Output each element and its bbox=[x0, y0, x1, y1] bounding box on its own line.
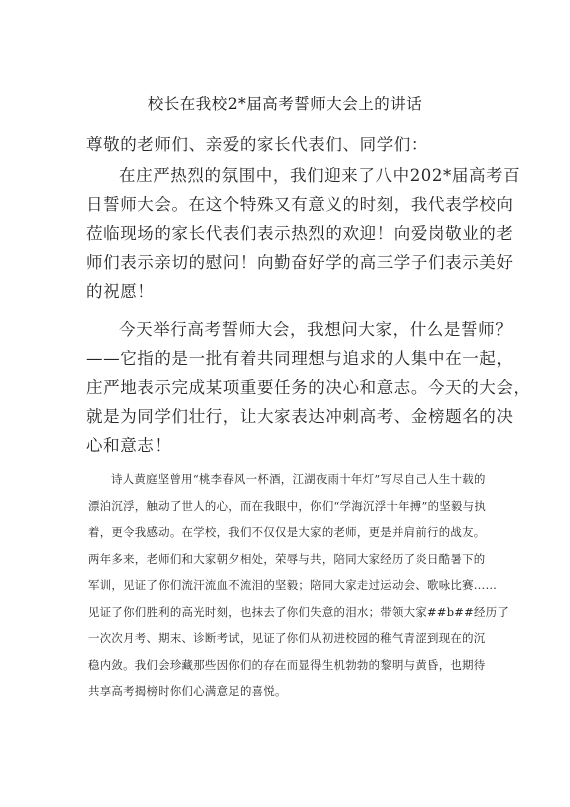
paragraph-line: 莅临现场的家长代表们表示热烈的欢迎！向爱岗敬业的老 bbox=[86, 224, 514, 243]
paragraph-line: 见证了你们胜利的高光时刻，也抹去了你们失意的泪水；带领大家##b##经历了 bbox=[88, 604, 510, 619]
document-title: 校长在我校2*届高考誓师大会上的讲话 bbox=[147, 95, 423, 113]
paragraph-line: 两年多来，老师们和大家朝夕相处，荣辱与共，陪同大家经历了炎日酷暑下的 bbox=[88, 551, 486, 566]
paragraph-line: 稳内敛。我们会珍藏那些因你们的存在而显得生机勃勃的黎明与黄昏，也期待 bbox=[88, 657, 486, 672]
salutation bbox=[86, 130, 490, 159]
paragraph-line: 一次次月考、期末、诊断考试，见证了你们从初进校园的稚气青涩到现在的沉 bbox=[88, 631, 486, 645]
paragraph-line: 心和意志！ bbox=[86, 436, 172, 455]
paragraph-line: 师们表示亲切的慰问！向勤奋好学的高三学子们表示美好 bbox=[86, 253, 514, 272]
paragraph-line: 的祝愿！ bbox=[86, 282, 155, 301]
paragraph-line: 着，更令我感动。在学校，我们不仅仅是大家的老师，更是并肩前行的战友。 bbox=[88, 525, 486, 539]
paragraph-line: 在庄严热烈的氛围中，我们迎来了八中202*届高考百 bbox=[119, 166, 521, 185]
paragraph-line: 军训，见证了你们流汗流血不流泪的坚毅；陪同大家走过运动会、歌咏比赛…… bbox=[88, 578, 498, 592]
paragraph-1 bbox=[86, 161, 521, 306]
paragraph-line: 漂泊沉浮，触动了世人的心，而在我眼中，你们“学海沉浮十年搏”的坚毅与执 bbox=[88, 498, 487, 513]
paragraph-line: ——它指的是一批有着共同理想与追求的人集中在一起， bbox=[86, 349, 514, 368]
salutation-text: 尊敬的老师们、亲爱的家长代表们、同学们： bbox=[86, 135, 428, 154]
paragraph-line: 诗人黄庭坚曾用“桃李春风一杯酒，江湖夜雨十年灯”写尽自己人生十载的 bbox=[111, 472, 486, 486]
paragraph-line: 今天举行高考誓师大会，我想问大家，什么是誓师？ bbox=[119, 320, 513, 339]
paragraph-line: 共享高考揭榜时你们心满意足的喜悦。 bbox=[88, 684, 287, 698]
paragraph-line: 庄严地表示完成某项重要任务的决心和意志。今天的大会， bbox=[86, 378, 531, 397]
paragraph-line: 就是为同学们壮行，让大家表达冲刺高考、金榜题名的决 bbox=[86, 407, 514, 426]
paragraph-2 bbox=[86, 315, 531, 460]
paragraph-line: 日誓师大会。在这个特殊又有意义的时刻，我代表学校向 bbox=[86, 195, 514, 214]
paragraph-3 bbox=[88, 466, 510, 705]
